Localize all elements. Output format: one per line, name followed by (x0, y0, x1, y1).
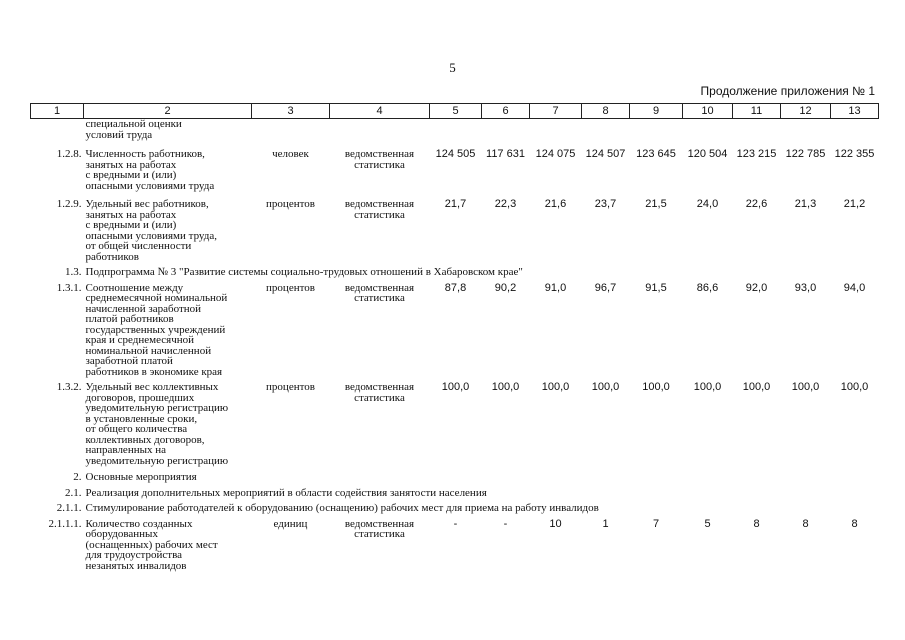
value-cell: 100,0 (591, 381, 620, 393)
unit-cell: процентов (266, 281, 315, 294)
value-cell (582, 119, 630, 141)
header-cell: 1 (31, 104, 84, 119)
header-row (31, 104, 879, 119)
row-number-cell: 2. (73, 471, 82, 483)
header-cell: 6 (482, 104, 530, 119)
value-cell: 86,6 (696, 281, 719, 294)
unit-cell: процентов (266, 198, 315, 210)
unit-cell: человек (272, 148, 309, 160)
value-cell: 21,3 (794, 198, 817, 210)
header-cell: 10 (683, 104, 733, 119)
indicator-name-cell: Количество созданных оборудованных (оснащенных) рабочих мест для трудоустройства незанятых инвалидов (85, 517, 218, 572)
section-title-cell: Основные мероприятия (85, 471, 197, 483)
value-cell: 5 (704, 517, 711, 530)
value-cell (430, 119, 482, 141)
value-cell (530, 119, 582, 141)
value-cell (630, 119, 683, 141)
value-cell: 21,2 (843, 198, 866, 210)
value-cell: 124 505 (435, 148, 476, 160)
value-cell: 91,5 (645, 281, 667, 294)
value-cell (482, 119, 530, 141)
value-cell: 100,0 (693, 381, 722, 393)
value-cell: 124 507 (585, 148, 626, 160)
row-number-cell: 1.3.2. (56, 381, 82, 393)
value-cell: 91,0 (544, 281, 567, 294)
source-cell (330, 119, 430, 141)
table-row (31, 498, 879, 514)
table-row (31, 483, 879, 499)
value-cell: 22,3 (494, 198, 517, 210)
row-number-cell: 1.3.1. (56, 281, 82, 294)
indicators-table (30, 103, 879, 571)
header-cell: 9 (630, 104, 683, 119)
value-cell: 7 (652, 517, 660, 530)
row-number-cell: 2.1.1.1. (48, 517, 82, 530)
table-row (31, 140, 879, 191)
header-cell: 7 (530, 104, 582, 119)
value-cell: 120 504 (687, 148, 728, 160)
value-cell: 93,0 (794, 281, 817, 294)
unit-cell: единиц (273, 517, 308, 530)
continuation-label: Продолжение приложения № 1 (700, 84, 875, 98)
header-cell: 8 (582, 104, 630, 119)
value-cell: 90,2 (494, 281, 517, 294)
table-body (31, 119, 879, 572)
value-cell: 21,6 (544, 198, 567, 210)
value-cell: 8 (753, 517, 760, 530)
value-cell: 21,7 (444, 198, 467, 210)
table-row (31, 119, 879, 141)
value-cell: 100,0 (541, 381, 570, 393)
value-cell: 100,0 (491, 381, 520, 393)
value-cell (683, 119, 733, 141)
source-cell: ведомственная статистика (344, 148, 415, 171)
page-number: 5 (449, 60, 456, 75)
header-cell: 2 (84, 104, 252, 119)
value-cell: 122 785 (785, 148, 826, 160)
row-number-cell: 1.2.8. (56, 148, 82, 160)
value-cell (831, 119, 879, 141)
row-number-cell: 2.1. (65, 486, 82, 499)
unit-cell: процентов (266, 381, 315, 393)
value-cell (781, 119, 831, 141)
value-cell: 23,7 (594, 198, 617, 210)
value-cell: 123 215 (736, 148, 777, 160)
row-number-cell: 2.1.1. (56, 502, 82, 514)
unit-cell (252, 119, 330, 141)
section-title-cell: Стимулирование работодателей к оборудованию (оснащению) рабочих мест для приема на работу инвалидов (85, 502, 599, 514)
source-cell: ведомственная статистика (344, 281, 415, 304)
table-row (31, 377, 879, 466)
value-cell: 96,7 (594, 281, 617, 294)
table-row (31, 278, 879, 378)
row-number-cell: 1.3. (65, 266, 82, 278)
source-cell: ведомственная статистика (344, 517, 415, 540)
table-row (31, 191, 879, 262)
header-cell: 13 (831, 104, 879, 119)
table-row (31, 466, 879, 483)
row-number-cell: 1.2.9. (56, 198, 82, 210)
value-cell: 100,0 (791, 381, 820, 393)
value-cell: 122 355 (834, 148, 875, 160)
header-cell: 3 (252, 104, 330, 119)
value-cell: 100,0 (441, 381, 470, 393)
value-cell: - (503, 517, 508, 530)
table-row (31, 514, 879, 572)
indicator-name-cell: Численность работников, занятых на работах с вредными и (или) опасными условиями труда (85, 148, 215, 192)
value-cell: 100,0 (840, 381, 869, 393)
value-cell: - (453, 517, 458, 530)
section-title-cell: Реализация дополнительных мероприятий в области содействия занятости населения (85, 486, 487, 499)
indicator-name-cell: Удельный вес коллективных договоров, прошедших уведомительную регистрацию в установленные сроки, от общего количества коллективных договоров, направленных на уведомительную регистрацию (85, 381, 229, 467)
value-cell: 117 631 (486, 148, 525, 160)
value-cell: 100,0 (742, 381, 771, 393)
row-number-cell (31, 119, 84, 141)
section-title-cell: Подпрограмма № 3 "Развитие системы социально-трудовых отношений в Хабаровском крае" (85, 266, 523, 278)
value-cell: 1 (602, 517, 609, 530)
value-cell: 123 645 (636, 148, 676, 160)
value-cell: 8 (802, 517, 809, 530)
value-cell: 21,5 (645, 198, 667, 210)
value-cell: 87,8 (444, 281, 467, 294)
indicator-name-cell: Удельный вес работников, занятых на работах с вредными и (или) опасными условиями труда, от общей численности работников (85, 198, 217, 263)
value-cell: 100,0 (642, 381, 670, 393)
source-cell: ведомственная статистика (344, 198, 415, 221)
value-cell: 24,0 (696, 198, 719, 210)
value-cell: 94,0 (843, 281, 866, 294)
value-cell (733, 119, 781, 141)
value-cell: 8 (851, 517, 858, 530)
table-row (31, 262, 879, 278)
value-cell: 92,0 (745, 281, 768, 294)
header-cell: 4 (330, 104, 430, 119)
indicator-name-cell: Соотношение между среднемесячной номинальной начисленной заработной платой работников государственных учреждений края и среднемесячной номинальной начисленной заработной платой работников в экономике края (85, 281, 228, 378)
header-cell: 5 (430, 104, 482, 119)
header-cell: 11 (733, 104, 781, 119)
source-cell: ведомственная статистика (344, 381, 415, 404)
indicator-name-cell: специальной оценки условий труда (85, 118, 182, 141)
value-cell: 22,6 (745, 198, 768, 210)
value-cell: 124 075 (535, 148, 576, 160)
header-cell: 12 (781, 104, 831, 119)
value-cell: 10 (549, 517, 562, 530)
